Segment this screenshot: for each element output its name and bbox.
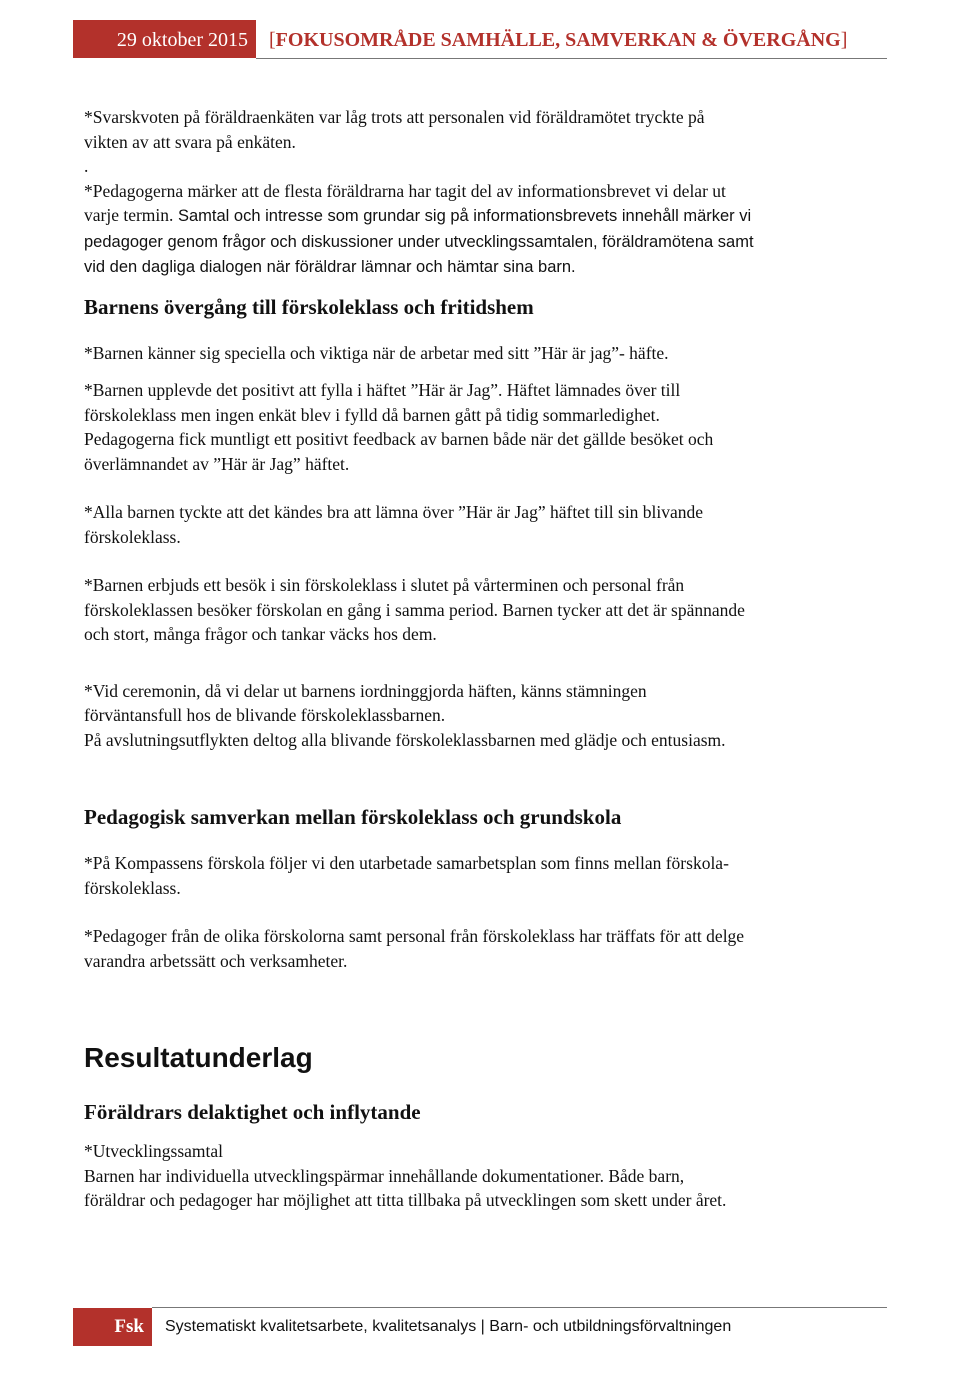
page-header bbox=[73, 20, 887, 60]
bracket-open: [ bbox=[269, 29, 276, 51]
paragraph-info-letter bbox=[84, 179, 884, 280]
paragraph-har-ar-jag: *Barnen känner sig speciella och viktiga när de arbetar med sitt ”Här är jag”- häfte. bbox=[84, 342, 669, 363]
section-heading-parent-involvement: Föräldrars delaktighet och inflytande bbox=[84, 1100, 421, 1124]
paragraph-visit: *Barnen erbjuds ett besök i sin förskoleklass i slutet på vårterminen och personal från förskoleklassen besöker förskolan en gång i samma period. Barnen tycker att det är spännande och stort, många frågor och tankar väcks hos dem. bbox=[84, 575, 745, 644]
section-heading-collaboration: Pedagogisk samverkan mellan förskoleklass och grundskola bbox=[84, 805, 622, 829]
header-date: 29 oktober 2015 bbox=[73, 20, 256, 58]
bracket-close: ] bbox=[840, 29, 848, 51]
paragraph-handover: *Alla barnen tyckte att det kändes bra att lämna över ”Här är Jag” häftet till sin blivande förskoleklass. bbox=[84, 502, 704, 547]
paragraph-educators-met: *Pedagoger från de olika förskolorna samt personal från förskoleklass har träffats för att delge varandra arbetssätt och verksamheter. bbox=[84, 926, 745, 971]
paragraph-info-letter-serif: *Pedagogerna märker att de flesta föräldrarna har tagit del av informationsbrevet vi delar ut varje termin. bbox=[84, 180, 726, 225]
main-heading-results: Resultatunderlag bbox=[84, 1042, 313, 1073]
paragraph-ceremony: *Vid ceremonin, då vi delar ut barnens iordninggjorda häften, känns stämningen förväntansfull hos de blivande förskoleklassbarnen. På avslutningsutflykten deltog alla blivande förskoleklassbarnen med glädje och entusiasm. bbox=[84, 680, 726, 750]
footer-text: Systematiskt kvalitetsarbete, kvalitetsanalys | Barn- och utbildningsförvaltningen bbox=[165, 1318, 732, 1335]
header-divider bbox=[256, 58, 887, 59]
paragraph-cooperation-plan: *På Kompassens förskola följer vi den utarbetade samarbetsplan som finns mellan förskola- förskoleklass. bbox=[84, 853, 729, 898]
page-footer bbox=[73, 1307, 887, 1347]
footer-divider bbox=[152, 1307, 887, 1308]
header-focus-title bbox=[269, 20, 847, 58]
section-heading-transition: Barnens övergång till förskoleklass och fritidshem bbox=[84, 294, 534, 319]
footer-badge: Fsk bbox=[73, 1308, 152, 1346]
focus-title-text: FOKUSOMRÅDE SAMHÄLLE, SAMVERKAN & ÖVERGÅNG bbox=[275, 29, 841, 51]
document-body bbox=[84, 105, 884, 1213]
paragraph-info-letter-sans: Samtal och intresse som grundar sig på informationsbrevets innehåll märker vi pedagoger genom frågor och diskussioner under utvecklingssamtalen, föräldramötena samt vid den dagliga dialogen när föräldrar lämnar och hämtar sina barn. bbox=[84, 207, 754, 276]
paragraph-survey-response: *Svarskvoten på föräldraenkäten var låg trots att personalen vid föräldramötet tryckte på vikten av att svara på enkäten. . bbox=[84, 107, 705, 176]
paragraph-booklet-feedback: *Barnen upplevde det positivt att fylla i häftet ”Här är Jag”. Häftet lämnades över till förskoleklass men ingen enkät blev i fylld då barnen gått på tidig sommarledighet. Pedagogerna fick muntligt ett positivt feedback av barnen både när det gällde besöket och överlämnandet av ”Här är Jag” häftet. bbox=[84, 380, 714, 474]
paragraph-development-talks: *Utvecklingssamtal Barnen har individuella utvecklingspärmar innehållande dokumentationer. Både barn, föräldrar och pedagoger har möjlighet att titta tillbaka på utvecklingen som skett under året. bbox=[84, 1141, 727, 1210]
